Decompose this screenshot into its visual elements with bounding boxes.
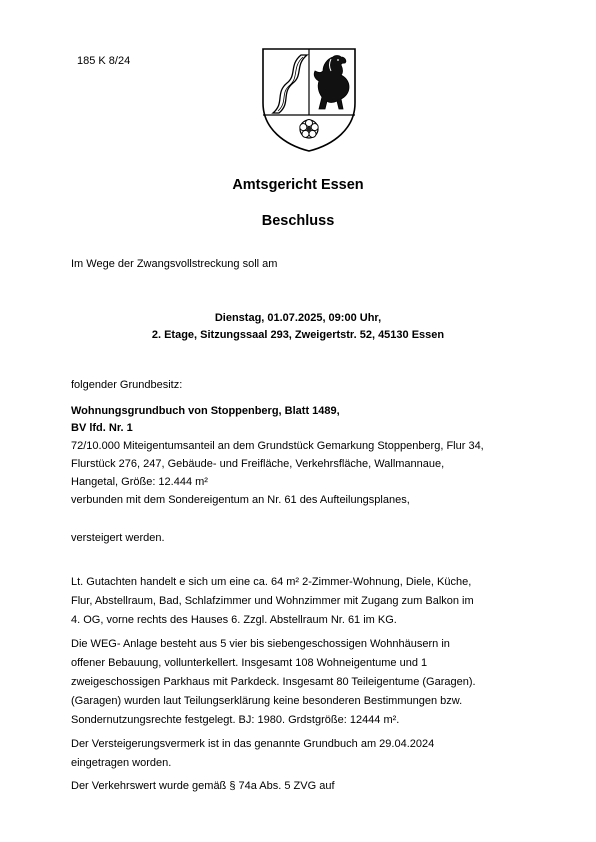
property-description-line: Flurstück 276, 247, Gebäude- und Freifläche, Verkehrsfläche, Wallmannaue, [71,458,445,470]
auction-date: Dienstag, 01.07.2025, 09:00 Uhr, [214,312,382,324]
land-register-bv: BV lfd. Nr. 1 [71,422,133,434]
auction-statement: versteigert werden. [71,532,165,544]
case-number: 185 K 8/24 [77,55,131,67]
paragraph-line: (Garagen) wurden laut Teilungserklärung keine besonderen Bestimmungen bzw. [71,695,463,707]
paragraph-line: Lt. Gutachten handelt e sich um eine ca. 64 m² 2-Zimmer-Wohnung, Diele, Küche, [71,576,472,588]
auction-location: 2. Etage, Sitzungssaal 293, Zweigertstr. 52, 45130 Essen [151,329,445,341]
property-description-line: 72/10.000 Miteigentumsanteil an dem Grundstück Gemarkung Stoppenberg, Flur 34, [71,440,484,452]
paragraph-line: eingetragen worden. [71,757,172,769]
intro-text: Im Wege der Zwangsvollstreckung soll am [71,258,278,270]
paragraph-line: 4. OG, vorne rechts des Hauses 6. Zzgl. Abstellraum Nr. 61 im KG. [71,614,397,626]
paragraph-line: offener Bebauung, vollunterkellert. Insgesamt 108 Wohneigentume und 1 [71,657,428,669]
paragraph-line: Flur, Abstellraum, Bad, Schlafzimmer und Wohnzimmer mit Zugang zum Balkon im [71,595,474,607]
property-intro: folgender Grundbesitz: [71,379,183,391]
paragraph-line: Der Versteigerungsvermerk ist in das genannte Grundbuch am 29.04.2024 [71,738,435,750]
paragraph-line: Die WEG- Anlage besteht aus 5 vier bis siebengeschossigen Wohnhäusern in [71,638,450,650]
register-note-paragraph [71,735,531,773]
market-value-text: Der Verkehrswert wurde gemäß § 74a Abs. 5 ZVG auf [71,780,335,792]
document-title: Beschluss [261,213,335,229]
weg-paragraph [71,635,531,730]
paragraph-line: Sondernutzungsrechte festgelegt. BJ: 1980. Grdstgröße: 12444 m². [71,714,400,726]
nrw-coat-of-arms-icon [259,45,359,153]
court-name: Amtsgericht Essen [232,177,364,193]
paragraph-line: zweigeschossigen Parkhaus mit Parkdeck. Insgesamt 80 Teileigentume (Garagen). [71,676,476,688]
property-description-line: Hangetal, Größe: 12.444 m² [71,476,208,488]
land-register-title: Wohnungsgrundbuch von Stoppenberg, Blatt 1489, [71,405,340,417]
property-description-line: verbunden mit dem Sondereigentum an Nr. 61 des Aufteilungsplanes, [71,494,410,506]
appraisal-paragraph [71,573,531,630]
